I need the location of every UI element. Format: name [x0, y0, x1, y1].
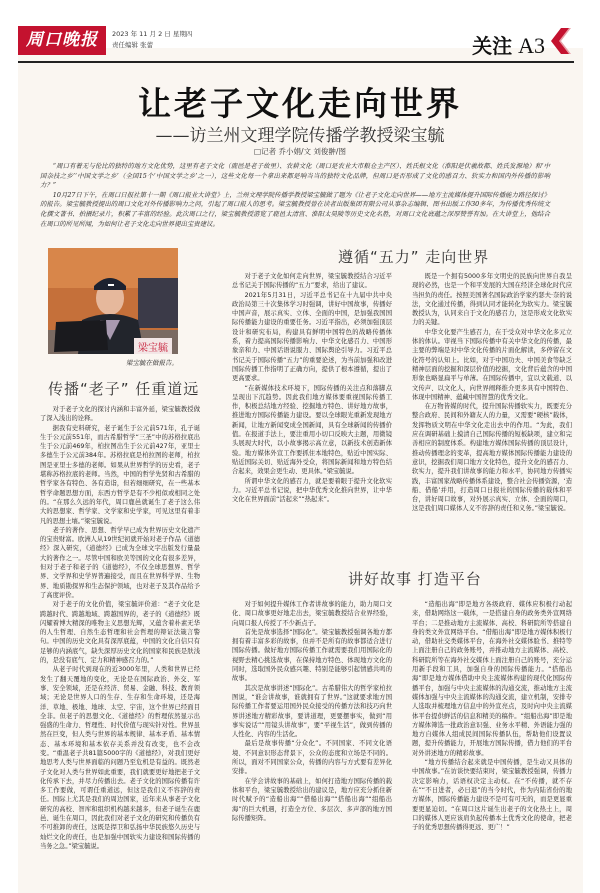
body-paragraph: “地方传播结合起来就是中国传播，是生动又具体的中国故事。”在访谈快要结束时，梁宝毓教授强调，传播力决定影响力，话语权决定主动权。在“不传播，就不存在”“不日进者，必日退”的当今时代，作为内陆省份的地方媒体，国际传播能力建设不是可有可无的，而是更显重要更显迫切。“在周口这片诞生出老子的文化热土上，周口的媒体人更应该肩负起传播本土优秀文化的使命，把老子的优秀思想传播得更远、更广！” [412, 759, 572, 832]
header-rule [18, 61, 574, 63]
article-title: 让老子文化走向世界 [138, 84, 462, 123]
body-paragraph: 首先是故事选择“国际化”。梁宝毓教授强调各地方都拥有着丰富多彩的故事，但并不是所有的故事都适合进行国际传播。做好地方国际传播工作就需要我们用国际化的视野去精心挑选故事，在保持地方特色、体现地方文化的同时，选取国外民众感兴趣、特别是能够引起情感共鸣的故事。 [232, 628, 392, 683]
body-paragraph: 从老子时代到现在的近3000年里，人类和世界已经发生了翻天覆地的变化，无论是在国际政治、外交、军事、安全领域，还是在经济、贸易、金融、科技、教育领域；无论是世界人口的生存、生存和生命环境，还是海洋、草地、极地、地球、太空、宇宙，这个世界已经面目全非。但老子的思想文化、《道德经》的哲理依然显示出强盛的生命力、哲理性、时代价值与现实针对性。世界虽然在巨变，但人类与世界的基本规律、基本矛盾、基本情态、基本环境和基本依存关系并没有改变，也不会改变。“重温老子共81篇5000字的《道德经》，对我们更好地思考人类与世界面临的问题乃至危机是有益的。既然老子文化对人类与世界如此重要，我们就要更好地把老子文化传承下去，并尽力传播出去。老子文化的国际传播有许多工作要做，可谓任重道远，但这是我们义不容辞的责任。国际上尤其是我们的周边国家，近年来从事老子文化研究的高校、智库和组织机构越来越多，但老子诞生在鹿邑、诞生在周口，因此我们对老子文化的研究和传播负有不可推卸的责任，这既是捍卫和弘扬中华民族悠久历史与灿烂文化的责任，也是加强中国软实力建设和国际传播的当务之急。”梁宝毓说。 [40, 666, 200, 850]
page-number: A3 [518, 33, 545, 58]
body-paragraph: 所谓中华文化的感召力，就是要着眼于提升文化软实力。习近平总书记说，把中华优秀文化推向世界，让中华文化在世界面前“活起来”“热起来”。 [232, 477, 392, 504]
section-body [232, 272, 392, 542]
section-body [412, 272, 572, 542]
article-subtitle: ——访兰州文理学院传播学教授梁宝毓 [155, 126, 445, 146]
body-paragraph: 对于老子文化如何走向世界，梁宝毓教授结合习近平总书记关于国际传播的“五力”要求，给出了建议。 [232, 273, 392, 290]
chevron-left-icon [551, 28, 571, 54]
lead-paragraph: “周口有着无与伦比的独特的地方文化优势，这里有老子文化（鹿邑是老子故里）、农耕文化（周口是农业大市粮仓主产区）、姓氏根文化（淮阳是伏羲故都、姓氏发源地）和‘中国杂技之乡’‘中国文学之乡’（全国15个‘中国文学之乡’之一），这些文化每一个拿出来都是响当当的独特文化品牌，但周口是否形成了文化的感召力、软实力和国内外传播的影响力？” [40, 162, 550, 190]
section-body [232, 600, 392, 885]
issue-info [112, 29, 192, 51]
body-paragraph: “在新媒体技术环境下，国际传播的关注点和落脚点呈现出下沉趋势。因此我们地方媒体要重视国际传播工作，积极总结地方经验、挖掘地方特色、讲好地方故事，推进地方国际传播能力建设。要以全球眼光重新发现地方新闻，让地方新闻变成全国新闻，具有全球新闻的传播价值。在报道手法上，要注重用小切口反映大主题，用微镜头展现大时代，以小故事揭示高立意，以新技术创造新体验。地方媒体外宣工作要抓住本地特色，贴近中国实际、贴近国际关切、贴近海外受众，将国际新闻和地方特色结合起来，效果会更生动、更具体。”梁宝毓说。 [232, 384, 392, 476]
speaker-photo [48, 248, 178, 354]
body-paragraph: 最后是故事传播“分众化”。不同国家、不同文化语境、不同意识形态背景下，公众的态度和立场是不同的。所以，面对不同国家公众，传播的内容与方式要有差异化安排。 [232, 740, 392, 776]
body-paragraph: 在学会讲故事的基础上，如何打造地方国际传播的载体和平台，梁宝毓教授给出的建议是，地方应充分抓住新时代赋予的“造船出海”“借船出海”“搭船出海”“组船出海”的巨大机遇，打造全方位、多层次、多声部的地方国际传播矩阵。 [232, 777, 392, 822]
body-paragraph: 在万物皆媒的时代，提升国际传播软实力，既要充分整合政府、民间和外籍友人的力量，又需要“硬核”载体，发挥物质文明在中华文化走出去中的作用。“为此，我们应在调研基础上摸清自己国际传播的短板缺项，建立和完善相应的制度体系。构建地方媒体国际传播的顶层设计，推动传播理念的变革，提高地方媒体国际传播能力建设的意识，挖掘我们周口地方文化特色，提升文化的感召力、软实力，提升我们讲故事的能力和水平，协同地方传播实践，丰富国家战略传播体系建设，整合社会传播资源，‘造船、借船’并用，打造周口日报社的国际传播的载体和平台，讲好周口故事，对外展示真实、立体、全面的周口，这是我们周口媒体人义不容辞的责任和义务。”梁宝毓说。 [412, 403, 572, 513]
section-heading: 讲好故事 打造平台 [348, 570, 482, 588]
section-heading: 遵循“五力” 走向世界 [338, 248, 490, 266]
body-paragraph: 对于老子文化的探讨内涵和丰富外延，梁宝毓教授做了深入浅出的诠释。 [40, 406, 200, 423]
body-paragraph: 其次是故事讲述“国际化”。古希腊伟大的哲学家柏拉图说，“谁会讲故事，谁就拥有了世界。”这就要求地方国际传播工作者要运用国外民众接受的传播方法和技巧向世界讲述地方精彩故事，要讲道理，更要摆事实，做到“用事实说话”“用镜头讲故事”，要“平视生活”，做到传播的人性化、内容的生活化。 [232, 684, 392, 739]
photo-nameplate: 梁宝毓 [138, 343, 168, 354]
article-byline: □记者 乔小娟/文 刘俊翀/图 [254, 147, 346, 156]
issue-editor: 责任编辑 张蕾 [112, 41, 154, 49]
section-body [412, 600, 572, 885]
issue-date: 2023 年 11 月 2 日 星期四 [112, 30, 193, 38]
body-paragraph: 对于如何提升媒体工作者讲故事的能力，助力周口文化、周口故事更好地走出去，梁宝毓教授结合业界经验，向周口报人传授了不少新点子。 [232, 601, 392, 627]
body-paragraph: 老子的著作、思想、哲学早已成为世界历史文化遗产的宝贵财富。欧洲人从19世纪初就开始对老子作品《道德经》深入研究，《道德经》已成为全球文字出版发行量最大的著作之一。尽管中国和欧美等国的文化有很多差异，但对于老子和老子的《道德经》，不仅全球思想界、哲学界、文学界和史学界普遍接受，而且在世界科学界、生物界、地质勘探界和生态保护领域，也对老子及其作品给予了高度评价。 [40, 526, 200, 599]
body-paragraph: 对于老子的文化价值，梁宝毓评价道：“老子文化是跨越时代、跨越地域、跨越国界的，老子的《道德经》既闪耀着博大精深的唯物主义思想光辉，又蕴含着朴素无华的人生哲理、自然生态哲理和社会哲理的辩证法箴言警句。中国的历史文化具有深厚底蕴，中国的文化自信只有足够的内涵底气，缺失深厚历史文化的国家和民族是肤浅的，是没有底气、定力和精神感召力的。” [40, 601, 200, 665]
section-heading: 传播“老子” 任重道远 [48, 380, 200, 398]
body-paragraph: 中华文化要产生感召力，在于受众对中华文化多元立体的体认。审视当下国际传播中有关中华文化的传播，最主要的弊端是对中华文化传播的片面化解读，多停留在文化符号的认知上。比如，对于中国功夫、中国美食等缺乏精神层面的挖掘和深层价值的挖掘，文化背后蕴含的中国形象也略显扁平与单薄。在国际传播中，宜以文载道、以文传声、以文化人，向世界阐释推介更多具有中国特色、体现中国精神、蕴藏中国智慧的优秀文化。 [412, 328, 572, 401]
article-lead [40, 162, 550, 229]
body-paragraph: 据我有史料研究，老子诞生于公元前571年，孔子诞生于公元前551年，而古希腊哲学“三圣”中的苏格拉底出生于公元前469年，柏拉图出生于公元前427年，亚里士多德生于公元前384年。苏格拉底是柏拉图的老师，柏拉图是亚里士多德的老师。如果从世界哲学的历史看，老子堪称苏格拉底的老师。当然，中国的哲学先贤和古希腊的哲学家各有特色、各有造诣，但若细细研究，在一些基本哲学命题思想方面，东西方哲学是有不少相似或相同之处的。“在那么久远的年代，周口鹿邑就诞生了老子这么伟大的思想家、哲学家、文学家和史学家，可见这里有着非凡的思想土壤。”梁宝毓说。 [40, 424, 200, 525]
body-paragraph: 2021年5月31日，习近平总书记在十九届中共中央政治局第三十次集体学习时强调，讲好中国故事，传播好中国声音，展示真实、立体、全面的中国，是加强我国国际传播能力建设的重要任务。习近平指出，必须加强顶层设计和研究布局，构建具有鲜明中国特色的战略传播体系，着力提高国际传播影响力、中华文化感召力、中国形象亲和力、中国话语说服力、国际舆论引导力。习近平总书记关于国际传播“五力”的重要论述，为当前加强和改进国际传播工作指明了正确方向，提供了根本遵循，提出了更高要求。 [232, 291, 392, 383]
section-label [472, 30, 545, 59]
photo-caption: 梁宝毓在做报告。 [126, 359, 178, 367]
body-paragraph: “造船出海”即是地方各级政府、媒体应积极行动起来，借助网络这一载体，一是搭建自身的政务类外宣网络平台；二是推动地方主流媒体、高校、科研院所等搭建自身的类文外宣网络平台。“借船出海”即是地方媒体积极行动，借助社交类媒体平台，在海外社交媒体脸书、推特等上面注册自己的政务账号，并推动地方主流媒体、高校、科研院所等在海外社交媒体上面注册自己的账号，充分运用新手段和工具，加强自身的国际传播能力。“搭船出海”即是地方媒体借助中央主流媒体构建的现代化国际传播平台，加强与中央主流媒体的沟通交流，推动地方主流媒体加强与中央主流媒体的沟通交流，建立机制，安排专人选取并梳理地方信息中的外宣亮点，及时向中央主流媒体平台提供鲜活的信息和精美的稿件。“组船出海”即是地方媒体筛选一批政治意识强、业务水平精、外语能力强的地方自媒体人组成民间国际传播队伍，帮助他们设置议题，提升传播能力，开展地方国际传播，借力他们的平台对外讲述地方的精彩故事。 [412, 601, 572, 757]
newspaper-logo: 周口晚报 [18, 26, 106, 55]
section-name: 关注 [472, 34, 513, 58]
section-body [40, 405, 200, 885]
masthead [18, 26, 583, 56]
body-paragraph: 既是一个拥有5000多年文明史的民族向世界自我呈现的必然，也是一个和平发展的大国在经济全球化时代应当担负的责任。按照美国著名国际政治学家约瑟夫·奈的说法，文化通过传播，得到认同才能转化为软实力。梁宝毓教授认为，认同来自于文化的感召力，这是形成文化软实力的关键。 [412, 273, 572, 327]
lead-paragraph: 10月27日下午，在周口日报社第十一期《周口报业大讲堂》上，兰州文理学院传播学教授梁宝毓做了题为《让老子文化走向世界——地方主流媒体提升国际传播能力路径探讨》的报告。梁宝毓教授提出的周口文化对外传播影响力之问，引起了周口报人的思考。梁宝毓教授曾在读者出版集团有限公司从事杂志编辑、图书出版工作30多年，为传播优秀传统文化撰文著书、拍摄纪录片，积累了丰富的经验。此次周口之行，梁宝毓教授游览了鹿邑太清宫、淮阳太昊陵等历史文化名胜，对周口文化底蕴之深厚赞誉有加。在大讲堂上，他结合在周口的所见所闻，为如何让老子文化走向世界提出宝贵建议。 [40, 190, 550, 228]
